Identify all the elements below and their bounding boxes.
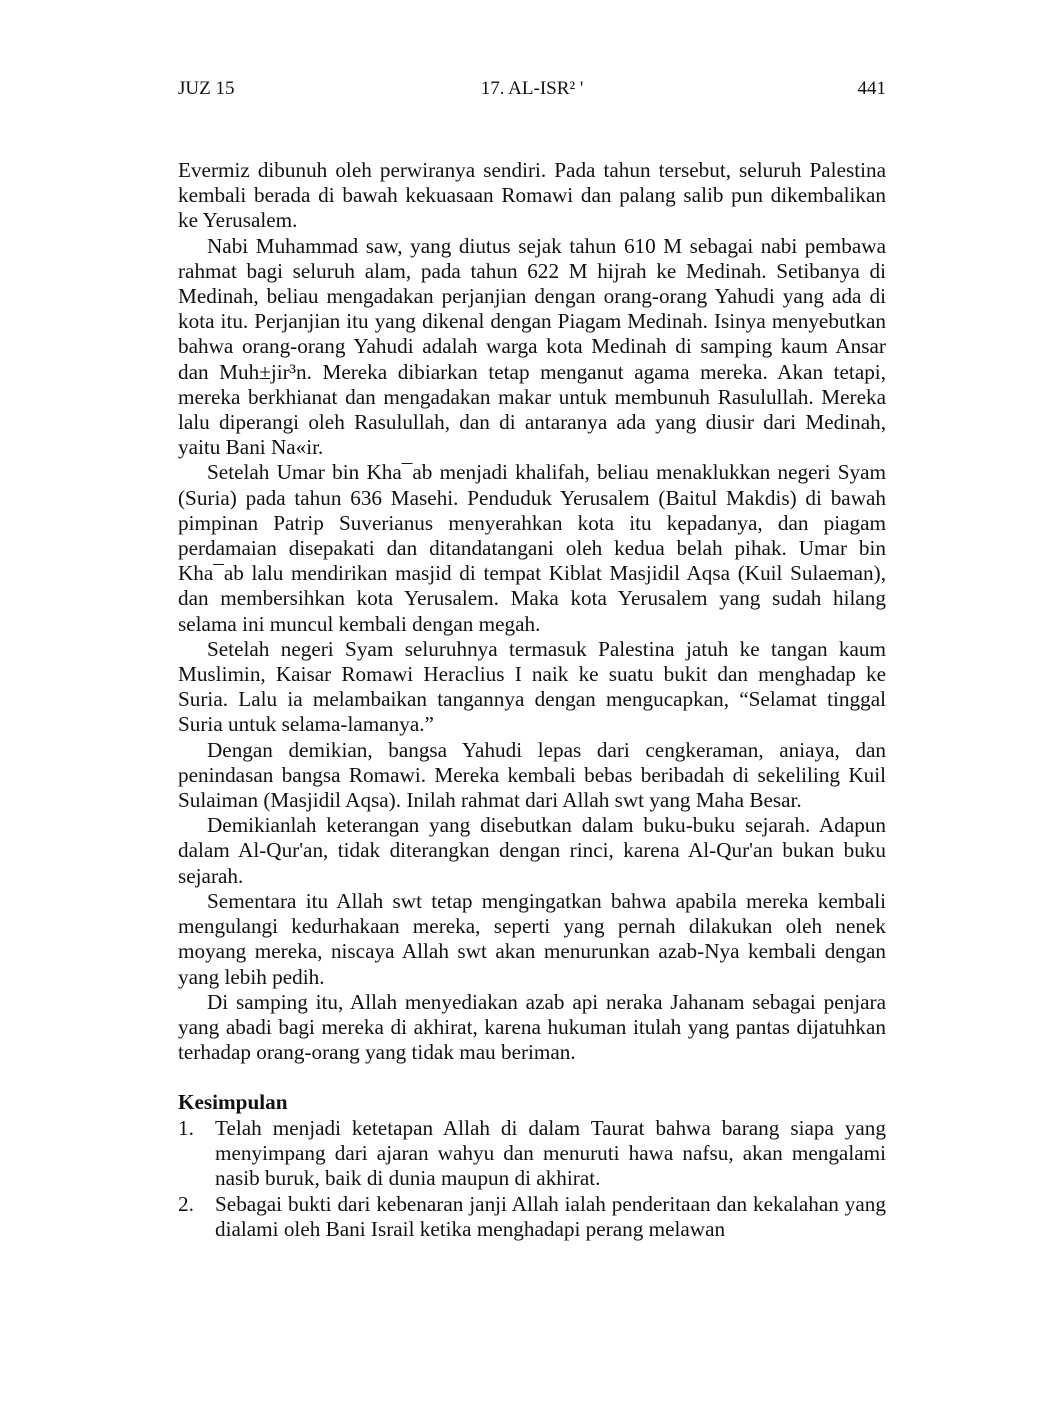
list-number: 1. bbox=[178, 1115, 194, 1140]
paragraph: Setelah negeri Syam seluruhnya termasuk Palestina jatuh ke tangan kaum Muslimin, Kaisar Romawi Heraclius I naik ke suatu bukit dan menghadap ke Suria. Lalu ia melambaikan tangannya dengan mengucapkan, “Selamat tinggal Suria untuk selama-lamanya.” bbox=[178, 636, 886, 737]
paragraph: Dengan demikian, bangsa Yahudi lepas dari cengkeraman, aniaya, dan penindasan bangsa Romawi. Mereka kembali bebas beribadah di sekeliling Kuil Sulaiman (Masjidil Aqsa). Inilah rahmat dari Allah swt yang Maha Besar. bbox=[178, 737, 886, 813]
list-item-text: Sebagai bukti dari kebenaran janji Allah ialah penderitaan dan kekalahan yang dialami oleh Bani Israil ketika menghadapi perang melawan bbox=[215, 1192, 886, 1242]
paragraph: Sementara itu Allah swt tetap mengingatkan bahwa apabila mereka kembali mengulangi kedurhakaan mereka, seperti yang pernah dilakukan oleh nenek moyang mereka, niscaya Allah swt akan menurunkan azab-Nya kembali dengan yang lebih pedih. bbox=[178, 888, 886, 989]
page-number: 441 bbox=[857, 78, 886, 99]
juz-label: JUZ 15 bbox=[178, 78, 235, 99]
paragraph: Setelah Umar bin Kha¯ab menjadi khalifah, beliau menaklukkan negeri Syam (Suria) pada tahun 636 Masehi. Penduduk Yerusalem (Baitul Makdis) di bawah pimpinan Patrip Suverianus menyerahkan kota itu kepadanya, dan piagam perdamaian disepakati dan ditandatangani oleh kedua belah pihak. Umar bin Kha¯ab lalu mendirikan masjid di tempat Kiblat Masjidil Aqsa (Kuil Sulaeman), dan membersihkan kota Yerusalem. Maka kota Yerusalem yang sudah hilang selama ini muncul kembali dengan megah. bbox=[178, 460, 886, 636]
page-header bbox=[178, 76, 886, 102]
paragraph: Evermiz dibunuh oleh perwiranya sendiri. Pada tahun tersebut, seluruh Palestina kembali berada di bawah kekuasaan Romawi dan palang salib pun dikembalikan ke Yerusalem. bbox=[178, 158, 886, 233]
conclusion-list bbox=[178, 1116, 886, 1243]
list-number: 2. bbox=[178, 1192, 194, 1217]
list-item-text: Telah menjadi ketetapan Allah di dalam Taurat bahwa barang siapa yang menyimpang dari ajaran wahyu dan menuruti hawa nafsu, akan mengalami nasib buruk, baik di dunia maupun di akhirat. bbox=[215, 1115, 886, 1190]
list-item bbox=[178, 1192, 886, 1242]
paragraph: Nabi Muhammad saw, yang diutus sejak tahun 610 M sebagai nabi pembawa rahmat bagi seluruh alam, pada tahun 622 M hijrah ke Medinah. Setibanya di Medinah, beliau mengadakan perjanjian dengan orang-orang Yahudi yang ada di kota itu. Perjanjian itu yang dikenal dengan Piagam Medinah. Isinya menyebutkan bahwa orang-orang Yahudi adalah warga kota Medinah di samping kaum Ansar dan Muh±jir³n. Mereka dibiarkan tetap menganut agama mereka. Akan tetapi, mereka berkhianat dan mengadakan makar untuk membunuh Rasulullah. Mereka lalu diperangi oleh Rasulullah, dan di antaranya ada yang diusir dari Medinah, yaitu Bani Na«ir. bbox=[178, 233, 886, 460]
main-text bbox=[178, 158, 886, 1243]
section-heading: Kesimpulan bbox=[178, 1090, 288, 1115]
paragraph: Di samping itu, Allah menyediakan azab api neraka Jahanam sebagai penjara yang abadi bagi mereka di akhirat, karena hukuman itulah yang pantas dijatuhkan terhadap orang-orang yang tidak mau beriman. bbox=[178, 989, 886, 1065]
paragraph: Demikianlah keterangan yang disebutkan dalam buku-buku sejarah. Adapun dalam Al-Qur'an, tidak diterangkan dengan rinci, karena Al-Qur'an bukan buku sejarah. bbox=[178, 813, 886, 888]
list-item bbox=[178, 1116, 886, 1192]
surah-title: 17. AL-ISR² ' bbox=[480, 78, 584, 99]
